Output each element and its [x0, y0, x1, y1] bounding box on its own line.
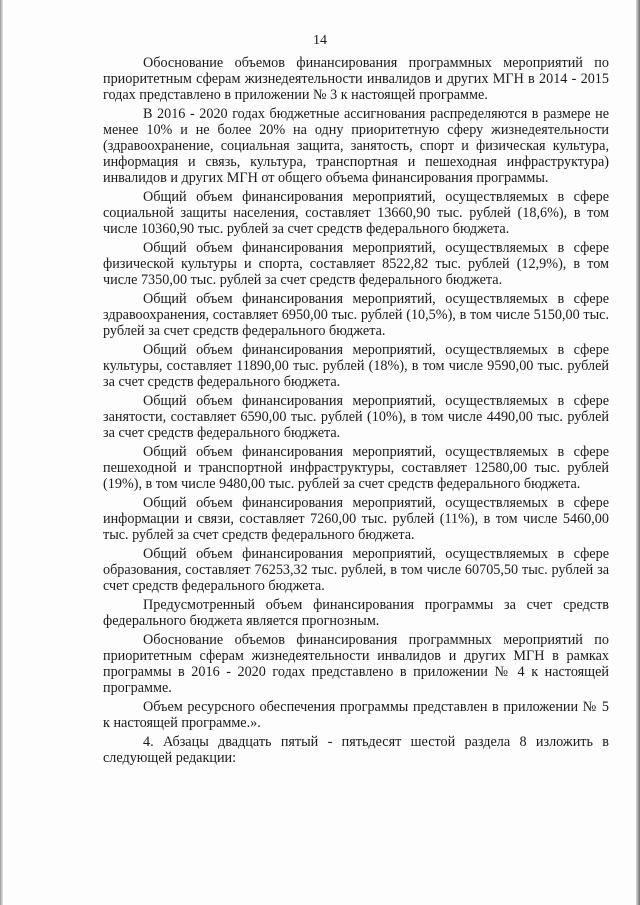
paragraph: Общий объем финансирования мероприятий, осуществляемых в сфере социальной защиты населения, составляет 13660,90 тыс. рублей (18,6%), в том числе 10360,90 тыс. рублей за счет средств федерального бюджета.	[103, 189, 609, 237]
scan-edge-right	[636, 0, 640, 905]
page-number: 14	[313, 33, 327, 48]
paragraph: Общий объем финансирования мероприятий, осуществляемых в сфере образования, составляет 76253,32 тыс. рублей, в том числе 60705,50 тыс. рублей за счет средств федерального бюджета.	[103, 546, 609, 594]
paragraph: Общий объем финансирования мероприятий, осуществляемых в сфере здравоохранения, составляет 6950,00 тыс. рублей (10,5%), в том числе 5150,00 тыс. рублей за счет средств федерального бюджета.	[103, 291, 609, 339]
paragraph: Обоснование объемов финансирования программных мероприятий по приоритетным сферам жизнедеятельности инвалидов и других МГН в 2014 - 2015 годах представлено в приложении № 3 к настоящей программе.	[103, 55, 609, 103]
paragraph: Общий объем финансирования мероприятий, осуществляемых в сфере культуры, составляет 11890,00 тыс. рублей (18%), в том числе 9590,00 тыс. рублей за счет средств федерального бюджета.	[103, 342, 609, 390]
paragraph: Предусмотренный объем финансирования программы за счет средств федерального бюджета является прогнозным.	[103, 597, 609, 629]
paragraph: Общий объем финансирования мероприятий, осуществляемых в сфере физической культуры и спорта, составляет 8522,82 тыс. рублей (12,9%), в том числе 7350,00 тыс. рублей за счет средств федерального бюджета.	[103, 240, 609, 288]
scan-edge-left	[0, 0, 3, 905]
paragraph: 4. Абзацы двадцать пятый - пятьдесят шестой раздела 8 изложить в следующей редакции:	[103, 734, 609, 766]
paragraph: Обоснование объемов финансирования программных мероприятий по приоритетным сферам жизнедеятельности инвалидов и других МГН в рамках программы в 2016 - 2020 годах представлено в приложении № 4 к настоящей программе.	[103, 632, 609, 696]
paragraph: В 2016 - 2020 годах бюджетные ассигнования распределяются в размере не менее 10% и не более 20% на одну приоритетную сферу жизнедеятельности (здравоохранение, социальная защита, занятость, спорт и физическая культура, информация и связь, культура, транспортная и пешеходная инфраструктура) инвалидов и других МГН от общего объема финансирования программы.	[103, 106, 609, 186]
paragraph: Общий объем финансирования мероприятий, осуществляемых в сфере информации и связи, составляет 7260,00 тыс. рублей (11%), в том числе 5460,00 тыс. рублей за счет средств федерального бюджета.	[103, 495, 609, 543]
paragraph: Объем ресурсного обеспечения программы представлен в приложении № 5 к настоящей программе.».	[103, 699, 609, 731]
document-body	[103, 55, 609, 769]
paragraph: Общий объем финансирования мероприятий, осуществляемых в сфере занятости, составляет 6590,00 тыс. рублей (10%), в том числе 4490,00 тыс. рублей за счет средств федерального бюджета.	[103, 393, 609, 441]
paragraph: Общий объем финансирования мероприятий, осуществляемых в сфере пешеходной и транспортной инфраструктуры, составляет 12580,00 тыс. рублей (19%), в том числе 9480,00 тыс. рублей за счет средств федерального бюджета.	[103, 444, 609, 492]
